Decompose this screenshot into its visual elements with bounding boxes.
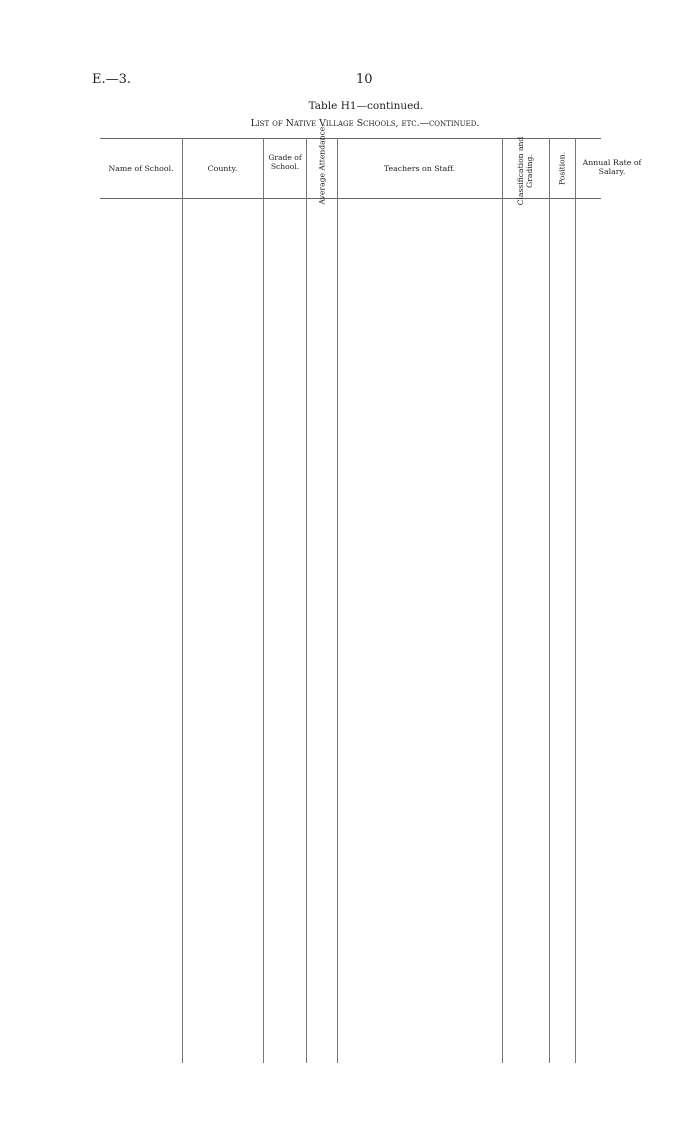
header-average-attendance: Average Attendance. <box>317 124 327 205</box>
page-reference: E.—3. <box>92 72 132 87</box>
column-divider-4 <box>502 138 503 1063</box>
column-divider-2 <box>306 138 307 1063</box>
table-title: Table H1—continued. <box>308 100 424 112</box>
header-position: Position. <box>557 151 567 186</box>
page-number: 10 <box>356 72 373 87</box>
table-subtitle: List of Native Village Schools, etc.—continued. <box>250 118 480 129</box>
header-grade: Grade of School. <box>268 153 302 171</box>
header-teachers: Teachers on Staff. <box>383 164 456 173</box>
header-county: County. <box>207 164 238 173</box>
column-divider-5 <box>549 138 550 1063</box>
header-classification: Classification and Grading. <box>516 136 534 206</box>
header-name-of-school: Name of School. <box>108 164 174 173</box>
column-divider-3 <box>337 138 338 1063</box>
column-divider-6 <box>575 138 576 1063</box>
header-annual-salary: Annual Rate of Salary. <box>582 158 642 176</box>
column-divider-1 <box>263 138 264 1063</box>
column-divider-0 <box>182 138 183 1063</box>
